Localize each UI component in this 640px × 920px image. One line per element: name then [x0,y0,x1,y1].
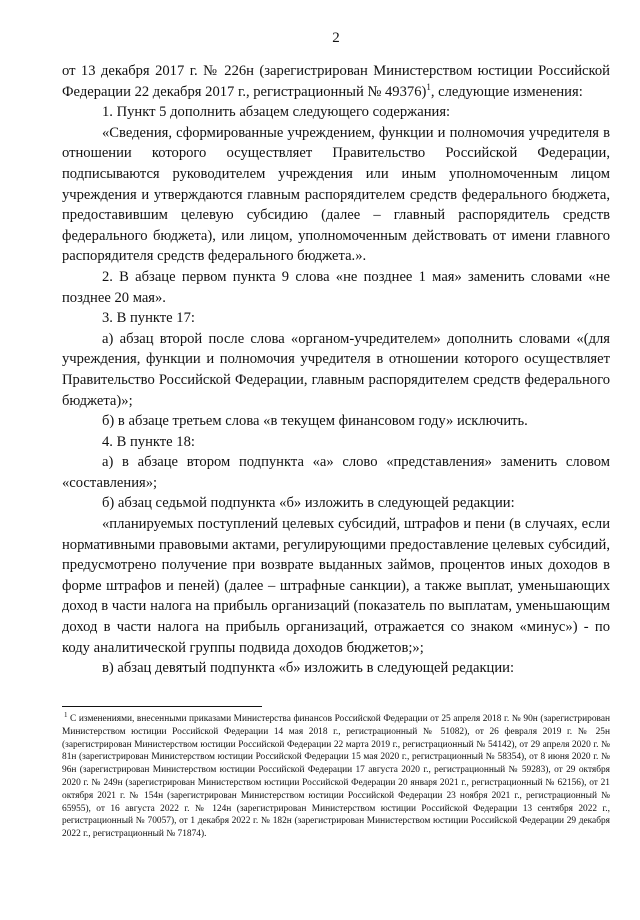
paragraph-item-4b: б) абзац седьмой подпункта «б» изложить в следующей редакции: [102,495,515,512]
footnote-text: С изменениями, внесенными приказами Министерства финансов Российской Федерации от 25 апреля 2018 г. № 90н (зарегистрирован Министерством юстиции Российской Федерации 14 мая 2018 г., регистрационный № 51082), от 26 февраля 2019 г. № 25н (зарегистрирован Министерством юстиции Российской Федерации 22 марта 2019 г., регистрационный № 54142), от 29 апреля 2020 г. № 81н (зарегистрирован Министерством юстиции Российской Федерации 15 мая 2020 г., регистрационный № 58354), от 8 июня 2020 г. № 96н (зарегистрирован Министерством юстиции Российской Федерации 17 августа 2020 г., регистрационный № 59283), от 29 октября 2020 г. № 249н (зарегистрирован Министерством юстиции Российской Федерации 20 января 2021 г., регистрационный № 62156), от 21 октября 2021 г. № 154н (зарегистрирован Министерством юстиции Российской Федерации 23 ноября 2021 г., регистрационный № 65955), от 16 августа 2022 г. № 124н (зарегистрирован Министерством юстиции Российской Федерации 13 сентября 2022 г., регистрационный № 70057), от 1 декабря 2022 г. № 182н (зарегистрирован Министерством юстиции Российской Федерации 29 декабря 2022 г., регистрационный № 71874). [62,714,610,840]
paragraph-item-3a: а) абзац второй после слова «органом-учредителем» дополнить словами «(для учреждения, функции и полномочия учредителя в отношении которого осуществляет Правительство Российской Федерации, главным распорядителем средств федерального бюджета)»; [62,330,610,409]
paragraph-quote-1: «Сведения, сформированные учреждением, функции и полномочия учредителя в отношении которого осуществляет Правительство Российской Федерации, подписываются руководителем учреждения или иным уполномоченным лицом учреждения и утверждаются главным распорядителем средств федерального бюджета, предоставившим целевую субсидию (далее – главный распорядитель средств федерального бюджета), или лицом, уполномоченным действовать от имени главного распорядителя средств федерального бюджета.». [62,124,610,265]
paragraph-item-3: 3. В пункте 17: [102,310,195,327]
paragraph-item-3b: б) в абзаце третьем слова «в текущем финансовом году» исключить. [102,413,528,430]
paragraph-item-4a: а) в абзаце втором подпункта «а» слово «представления» заменить словом «составления»; [62,454,610,491]
paragraph-item-1: 1. Пункт 5 дополнить абзацем следующего содержания: [102,104,451,121]
footnote-marker: 1 [64,710,68,719]
paragraph-quote-2: «планируемых поступлений целевых субсидий, штрафов и пени (в случаях, если нормативными правовыми актами, регулирующими предоставление целевых субсидий, предусмотрено получение при возврате выданных займов, процентов иных доходов в форме штрафов и пеней) (далее – штрафные санкции), а также выплат, уменьшающих доход в части налога на прибыль организаций (показатель по выплатам, уменьшающим доход в части налога на прибыль организаций, отражается со знаком «минус») - по коду аналитической группы подвида доходов бюджетов;»; [62,516,610,656]
footnote-reference[interactable]: 1 [426,81,431,92]
paragraph-intro-text: от 13 декабря 2017 г. № 226н (зарегистрирован Министерством юстиции Российской Федерации 22 декабря 2017 г., регистрационный № 49376) [62,63,610,100]
footnote-1 [62,710,610,841]
paragraph-item-2: 2. В абзаце первом пункта 9 слова «не позднее 1 мая» заменить словами «не позднее 20 мая». [62,268,610,306]
footnotes-section [62,706,610,841]
paragraph-intro [62,61,610,102]
document-body [62,61,610,679]
paragraph-item-4c: в) абзац девятый подпункта «б» изложить в следующей редакции: [102,660,515,677]
paragraph-intro-tail: , следующие изменения: [430,83,583,100]
page-number: 2 [332,30,340,46]
footnote-divider [62,706,262,707]
paragraph-item-4: 4. В пункте 18: [102,433,195,450]
